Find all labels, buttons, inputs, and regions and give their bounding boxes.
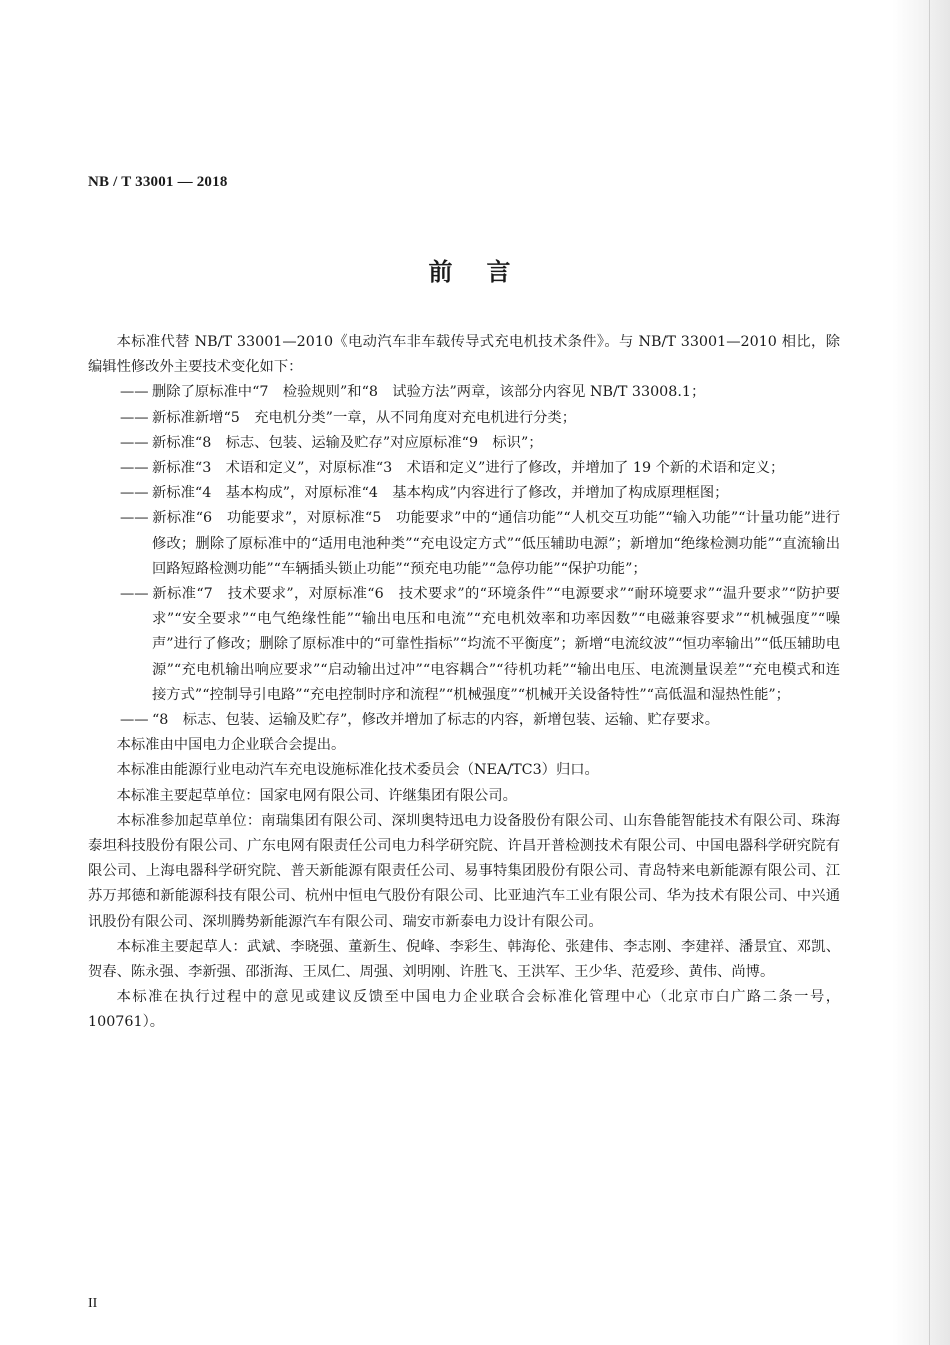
standard-code: NB / T 33001 — 2018 (88, 174, 228, 190)
change-list (88, 380, 840, 733)
dash-marker: —— (120, 712, 149, 729)
change-text: 新标准“3 术语和定义”，对原标准“3 术语和定义”进行了修改，并增加了 19 个新的术语和定义； (152, 460, 785, 477)
change-item (88, 380, 840, 405)
proposer-paragraph: 本标准由中国电力企业联合会提出。 (116, 737, 346, 754)
dash-marker: —— (120, 384, 149, 401)
dash-marker: —— (120, 409, 149, 426)
change-text: 新标准“8 标志、包装、运输及贮存”对应原标准“9 标识”； (152, 434, 543, 451)
change-text: “8 标志、包装、运输及贮存”，修改并增加了标志的内容，新增包装、运输、贮存要求。 (152, 712, 719, 729)
intro-paragraph: 本标准代替 NB/T 33001—2010《电动汽车非车载传导式充电机技术条件》。与 NB/T 33001—2010 相比，除编辑性修改外主要技术变化如下： (88, 334, 840, 376)
change-item (88, 406, 840, 431)
page-number: II (88, 1296, 98, 1311)
scan-edge-line (929, 0, 930, 1345)
change-item (88, 582, 840, 708)
dash-marker: —— (120, 434, 149, 451)
change-item (88, 431, 840, 456)
dash-marker: —— (120, 510, 149, 527)
change-text: 新标准“6 功能要求”，对原标准“5 功能要求”中的“通信功能”“人机交互功能”“输入功能”“计量功能”进行修改；删除了原标准中的“适用电池种类”“充电设定方式”“低压辅助电源”；新增加“绝缘检测功能”“直流输出回路短路检测功能”“车辆插头锁止功能”“预充电功能”“急停功能”“保护功能”； (152, 510, 840, 577)
change-text: 新标准新增“5 充电机分类”一章，从不同角度对充电机进行分类； (152, 409, 577, 426)
main-drafting-units-paragraph: 本标准主要起草单位：国家电网有限公司、许继集团有限公司。 (116, 787, 517, 804)
change-text: 新标准“7 技术要求”，对原标准“6 技术要求”的“环境条件”“电源要求”“耐环境要求”“温升要求”“防护要求”“安全要求”“电气绝缘性能”“输出电压和电流”“充电机效率和功率因数”“电磁兼容要求”“机械强度”“噪声”进行了修改；删除了原标准中的“可靠性指标”“均流不平衡度”；新增“电流纹波”“恒功率输出”“低压辅助电源”“充电机输出响应要求”“启动输出过冲”“电容耦合”“待机功耗”“输出电压、电流测量误差”“充电模式和连接方式”“控制导引电路”“充电控制时序和流程”“机械强度”“机械开关设备特性”“高低温和湿热性能”； (152, 586, 840, 703)
change-item (88, 506, 840, 582)
change-item (88, 708, 840, 733)
dash-marker: —— (120, 460, 149, 477)
dash-marker: —— (120, 586, 149, 603)
committee-paragraph: 本标准由能源行业电动汽车充电设施标准化技术委员会（NEA/TC3）归口。 (116, 762, 599, 779)
dash-marker: —— (120, 485, 149, 502)
drafters-paragraph: 本标准主要起草人：武斌、李晓强、董新生、倪峰、李彩生、韩海伦、张建伟、李志刚、李建祥、潘景宜、邓凯、贺春、陈永强、李新强、邵浙海、王凤仁、周强、刘明刚、许胜飞、王洪军、王少华、范爱珍、黄伟、尚博。 (88, 938, 840, 981)
change-item (88, 456, 840, 481)
page-title: 前言 (428, 258, 545, 286)
scan-page-edge (892, 0, 950, 1345)
change-text: 新标准“4 基本构成”，对原标准“4 基本构成”内容进行了修改，并增加了构成原理框图； (152, 485, 729, 502)
change-item (88, 481, 840, 506)
feedback-paragraph: 本标准在执行过程中的意见或建议反馈至中国电力企业联合会标准化管理中心（北京市白广路二条一号，100761）。 (88, 989, 840, 1031)
foreword-body (88, 330, 840, 1036)
change-text: 删除了原标准中“7 检验规则”和“8 试验方法”两章，该部分内容见 NB/T 33008.1； (152, 384, 706, 401)
participating-units-paragraph: 本标准参加起草单位：南瑞集团有限公司、深圳奥特迅电力设备股份有限公司、山东鲁能智能技术有限公司、珠海泰坦科技股份有限公司、广东电网有限责任公司电力科学研究院、许昌开普检测技术有限公司、中国电器科学研究院有限公司、上海电器科学研究院、普天新能源有限责任公司、易事特集团股份有限公司、青岛特来电新能源有限公司、江苏万邦德和新能源科技有限公司、杭州中恒电气股份有限公司、比亚迪汽车工业有限公司、华为技术有限公司、中兴通讯股份有限公司、深圳腾势新能源汽车有限公司、瑞安市新泰电力设计有限公司。 (88, 812, 840, 930)
